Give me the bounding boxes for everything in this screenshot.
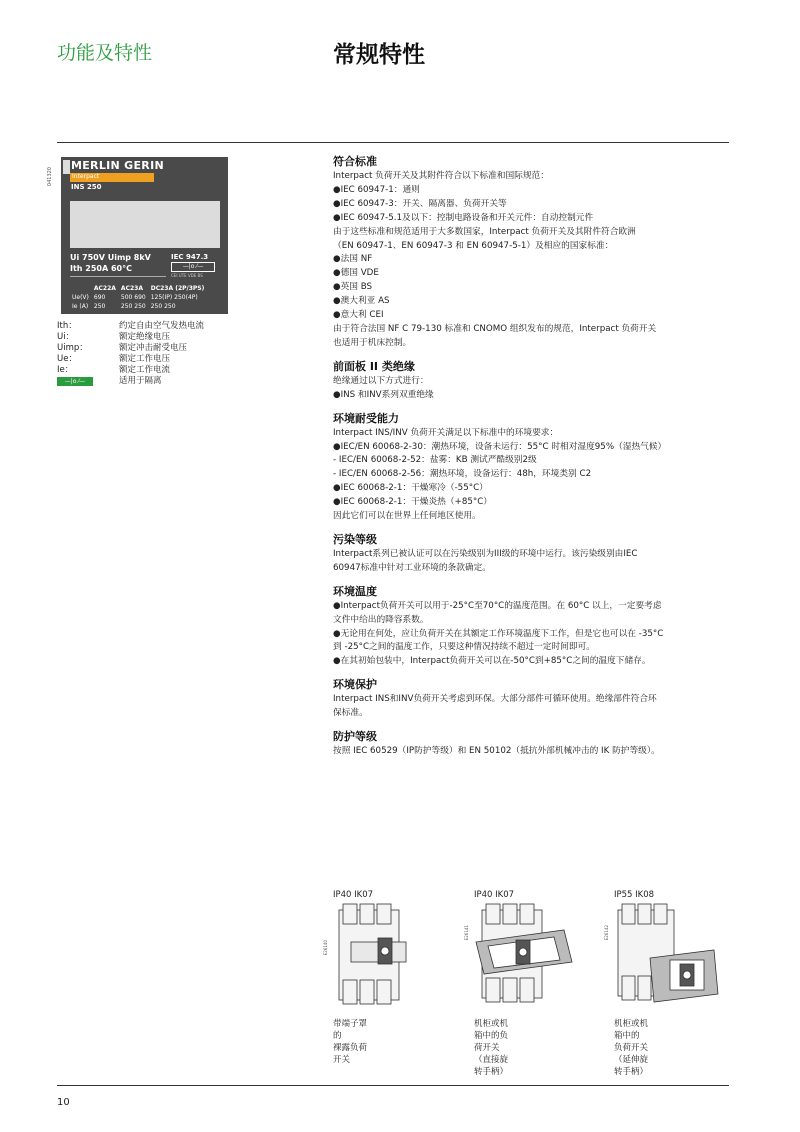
section-title: 污染等级 <box>333 532 377 546</box>
nameplate-series-bar <box>70 173 154 182</box>
legend-description: 额定冲击耐受电压 <box>119 343 188 353</box>
nameplate-table-header <box>72 285 207 292</box>
section-line: 保标准。 <box>333 708 368 719</box>
legend-symbol: Ie： <box>57 365 74 375</box>
nameplate-side-code: 041320 <box>47 167 53 187</box>
legend-description: 适用于隔离 <box>119 376 162 386</box>
legend-symbol: Ith： <box>57 321 77 331</box>
section-line: ●法国 NF <box>333 254 373 265</box>
nameplate-table-cell: 250 250 <box>150 303 176 310</box>
figure-3-label: IP55 IK08 <box>614 890 655 900</box>
page-title: 常规特性 <box>333 42 425 68</box>
nameplate-table-row <box>72 294 207 301</box>
figure-1-caption-line-1: 带端子罩的 <box>333 1019 368 1041</box>
figure-2-side-code: E26141 <box>464 925 469 941</box>
figure-2 <box>464 890 515 1077</box>
switch-terminal-cover-icon <box>333 902 428 1012</box>
section-line: 由于这些标准和规范适用于大多数国家，Interpact 负荷开关及其附件符合欧洲 <box>333 226 636 237</box>
section-line: - IEC/EN 60068-2-56：潮热环境，设备运行：48h，环境类别 C2 <box>333 469 592 480</box>
section <box>333 729 733 759</box>
legend-description: 额定绝缘电压 <box>119 332 171 342</box>
nameplate-table-header-cell: AC23A <box>120 285 143 292</box>
legend-description: 额定工作电流 <box>119 365 171 375</box>
section-line: ●在其初始包装中，Interpact负荷开关可以在-50°C到+85°C之间的温度下储存。 <box>333 656 651 667</box>
section-line: 文件中给出的降容系数。 <box>333 614 429 625</box>
isolation-green-icon <box>57 376 93 387</box>
legend-row <box>57 332 237 343</box>
figure-1 <box>323 890 374 1065</box>
nameplate-rating-1: Ui 750V Uimp 8kV <box>70 253 151 262</box>
section-line: 到 -25°C之间的温度工作，只要这种情况持续不超过一定时间即可。 <box>333 642 595 653</box>
section-line: （EN 60947-1、EN 60947-3 和 EN 60947-5-1）及相应的国家标准： <box>333 240 614 251</box>
figure-1-side-code: E26140 <box>323 940 328 956</box>
section-line: 60947标准中针对工业环境的条款确定。 <box>333 562 491 573</box>
section <box>333 411 733 524</box>
figure-3 <box>604 890 655 1077</box>
legend-row <box>57 321 237 332</box>
figure-2-label: IP40 IK07 <box>474 890 515 900</box>
legend <box>57 321 237 387</box>
section-title: 符合标准 <box>333 155 377 168</box>
section-title: 环境温度 <box>333 584 377 598</box>
nameplate-table-cell: 690 <box>93 294 106 301</box>
figure-3-caption-line-2: 负荷开关（延伸旋转手柄） <box>614 1043 649 1077</box>
nameplate-rating-2: Ith 250A 60°C <box>70 264 132 273</box>
section-line: ●澳大利亚 AS <box>333 296 390 307</box>
section-line: ●英国 BS <box>333 282 373 293</box>
section-line: ●IEC 60947-1：通则 <box>333 184 420 195</box>
nameplate-table-row <box>72 303 207 310</box>
figure-1-label: IP40 IK07 <box>333 890 374 900</box>
figure-1-caption <box>333 1018 373 1066</box>
figure-3-caption <box>614 1018 654 1078</box>
section-line: ●无论用在何处，应让负荷开关在其额定工作环境温度下工作，但是它也可以在 -35°C <box>333 628 664 639</box>
top-divider <box>57 142 729 143</box>
nameplate-table-header-cell: AC22A <box>93 285 116 292</box>
legend-row <box>57 376 237 387</box>
legend-isolation-symbol-icon: —|o ⁄— <box>57 377 93 386</box>
legend-symbol: Ue： <box>57 354 77 364</box>
nameplate-table-cell: 125(IP) 250(4P) <box>150 294 198 301</box>
section-line: 因此它们可以在世界上任何地区使用。 <box>333 511 481 522</box>
nameplate-table-header-cell <box>72 285 92 292</box>
nameplate-table-cell: 250 <box>93 303 106 310</box>
section <box>333 584 733 670</box>
section-title: 环境保护 <box>333 678 377 692</box>
figure-2-caption-line-1: 机柜或机箱中的负荷开关 <box>474 1019 509 1053</box>
section <box>333 532 733 576</box>
bottom-divider <box>57 1085 729 1086</box>
nameplate-model: INS 250 <box>71 183 102 191</box>
nameplate-divider <box>70 276 166 277</box>
section-line: ●IEC 60068-2-1：干燥炎热（+85°C） <box>333 497 492 508</box>
legend-row <box>57 365 237 376</box>
section-title: 环境耐受能力 <box>333 411 399 425</box>
page-number: 10 <box>57 1097 70 1108</box>
section-line: 由于符合法国 NF C 79-130 标准和 CNOMO 组织发布的规范，Interpact 负荷开关 <box>333 323 657 334</box>
figure-2-caption <box>474 1018 514 1078</box>
legend-symbol: Ui： <box>57 332 75 342</box>
section-line: Interpact INS和INV负荷开关考虑到环保。大部分部件可循环使用。绝缘部件符合环 <box>333 694 657 705</box>
section-line: ●Interpact负荷开关可以用于-25°C至70°C的温度范围。在 60°C 以上，一定要考虑 <box>333 600 662 611</box>
section-title: 防护等级 <box>333 730 377 744</box>
nameplate-series: Interpact <box>72 173 100 180</box>
switch-in-cabinet-extended-handle-icon <box>614 902 724 1012</box>
nameplate-table-header-cell: DC23A (2P/3PS) <box>150 285 205 292</box>
figure-2-caption-line-2: （直接旋转手柄） <box>474 1055 509 1077</box>
section-title: 前面板 II 类绝缘 <box>333 359 415 373</box>
section-line: ●意大利 CEI <box>333 310 384 321</box>
section-line: ●IEC 60947-5.1及以下：控制电路设备和开关元件：自动控制元件 <box>333 212 594 223</box>
nameplate-brand: MERLIN GERIN <box>71 159 164 172</box>
figure-3-caption-line-1: 机柜或机箱中的 <box>614 1019 649 1041</box>
legend-description: 额定工作电压 <box>119 354 171 364</box>
section-line: 绝缘通过以下方式进行： <box>333 375 429 386</box>
section-line: - IEC/EN 60068-2-52：盐雾：KB 测试严酷级别2级 <box>333 455 537 466</box>
nameplate-iec: IEC 947.3 <box>171 253 209 261</box>
legend-description: 约定自由空气发热电流 <box>119 321 205 331</box>
figure-1-caption-line-2: 裸露负荷开关 <box>333 1043 368 1065</box>
nameplate-table-cell: Ie (A) <box>72 303 89 310</box>
nameplate-tiny-text: CEI UTE VDE BS <box>171 273 203 278</box>
isolation-symbol-icon: —|o ⁄— <box>171 262 215 272</box>
section-line: Interpact INS/INV 负荷开关满足以下标准中的环境要求： <box>333 427 559 438</box>
section-line: ●INS 和INV系列双重绝缘 <box>333 389 434 400</box>
nameplate-window <box>70 201 220 248</box>
legend-row <box>57 343 237 354</box>
section <box>333 359 733 403</box>
legend-symbol: Uimp： <box>57 343 88 353</box>
section-line: 按照 IEC 60529（IP防护等级）和 EN 50102（抵抗外部机械冲击的 IK 防护等级）。 <box>333 746 660 757</box>
nameplate-image <box>47 157 228 314</box>
section-line: Interpact 负荷开关及其附件符合以下标准和国际规范： <box>333 171 549 181</box>
main-content <box>333 154 733 767</box>
figure-3-side-code: E26142 <box>604 925 609 941</box>
section-line: Interpact系列已被认证可以在污染级别为III级的环境中运行。该污染级别由IEC <box>333 548 638 559</box>
section <box>333 154 733 351</box>
legend-row <box>57 354 237 365</box>
section-line: ●IEC 60947-3：开关、隔离器、负荷开关等 <box>333 198 507 209</box>
nameplate-table-cell: 250 250 <box>120 303 146 310</box>
section-line: ●德国 VDE <box>333 268 379 279</box>
nameplate-table-cell: 500 690 <box>120 294 146 301</box>
nameplate-table-cell: Ue(V) <box>72 294 89 301</box>
schneider-logo-icon <box>63 160 70 174</box>
section <box>333 677 733 721</box>
section-line: 也适用于机床控制。 <box>333 337 412 348</box>
section-line: ●IEC 60068-2-1：干燥寒冷（-55°C） <box>333 483 488 494</box>
nameplate-table <box>70 283 209 312</box>
switch-in-cabinet-direct-handle-icon <box>474 902 584 1012</box>
section-tag: 功能及特性 <box>57 42 153 64</box>
section-line: ●IEC/EN 60068-2-30：潮热环境，设备未运行：55°C 时相对湿度95%（湿热气候） <box>333 441 667 452</box>
